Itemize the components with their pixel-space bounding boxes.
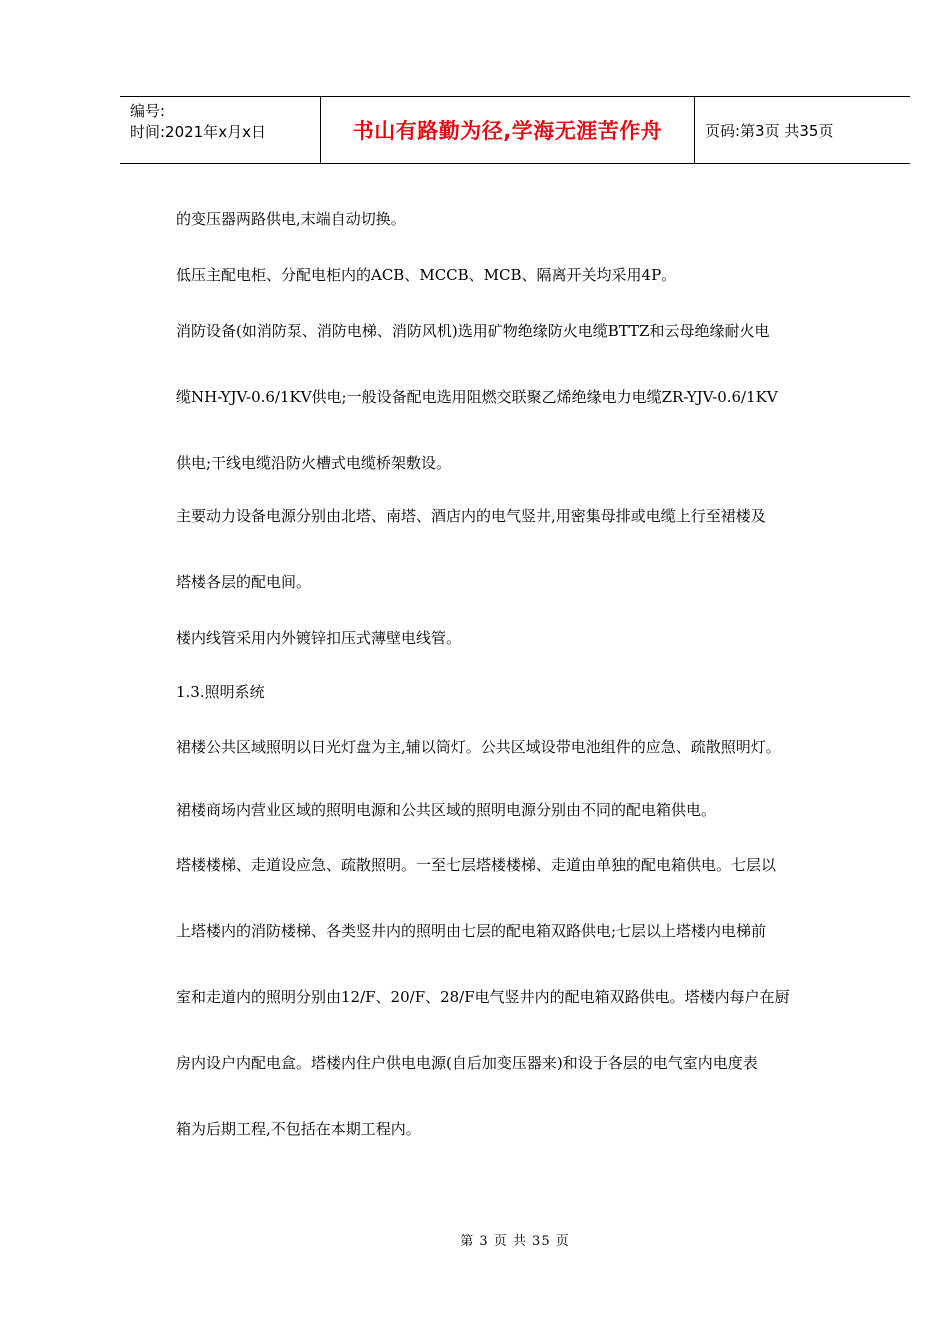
body-line: 低压主配电柜、分配电柜内的ACB、MCCB、MCB、隔离开关均采用4P。 [176,266,677,284]
header-motto: 书山有路勤为径,学海无涯苦作舟 [321,97,695,163]
body-line: 消防设备(如消防泵、消防电梯、消防风机)选用矿物绝缘防火电缆BTTZ和云母绝缘耐火电 [176,322,770,340]
page-footer: 第 3 页 共 35 页 [460,1234,570,1249]
body-line: 裙楼商场内营业区域的照明电源和公共区域的照明电源分别由不同的配电箱供电。 [176,801,717,819]
body-line: 的变压器两路供电,末端自动切换。 [176,210,406,228]
section-heading: 1.3.照明系统 [176,683,265,701]
page-header [120,96,910,164]
body-line: 主要动力设备电源分别由北塔、南塔、酒店内的电气竖井,用密集母排或电缆上行至裙楼及 [176,507,766,525]
body-line: 上塔楼内的消防楼梯、各类竖井内的照明由七层的配电箱双路供电;七层以上塔楼内电梯前 [176,922,767,940]
body-line: 室和走道内的照明分别由12/F、20/F、28/F电气竖井内的配电箱双路供电。塔楼内每户在厨 [176,988,790,1006]
document-number-label: 编号: [130,102,166,120]
body-line: 塔楼楼梯、走道设应急、疏散照明。一至七层塔楼楼梯、走道由单独的配电箱供电。七层以 [176,856,777,874]
header-page-number: 页码:第3页 共35页 [705,121,834,140]
body-line: 裙楼公共区域照明以日光灯盘为主,辅以筒灯。公共区域设带电池组件的应急、疏散照明灯。 [176,738,781,756]
body-line: 楼内线管采用内外镀锌扣压式薄壁电线管。 [176,629,462,647]
body-line: 箱为后期工程,不包括在本期工程内。 [176,1120,421,1138]
body-line: 缆NH-YJV-0.6/1KV供电;一般设备配电选用阻燃交联聚乙烯绝缘电力电缆ZR-YJV-0.6/1KV [176,388,778,406]
header-meta [120,97,321,163]
body-line: 房内设户内配电盒。塔楼内住户供电电源(自后加变压器来)和设于各层的电气室内电度表 [176,1054,758,1072]
document-time-label: 时间:2021年x月x日 [130,123,266,141]
body-line: 塔楼各层的配电间。 [176,573,312,591]
body-line: 供电;干线电缆沿防火槽式电缆桥架敷设。 [176,454,452,472]
